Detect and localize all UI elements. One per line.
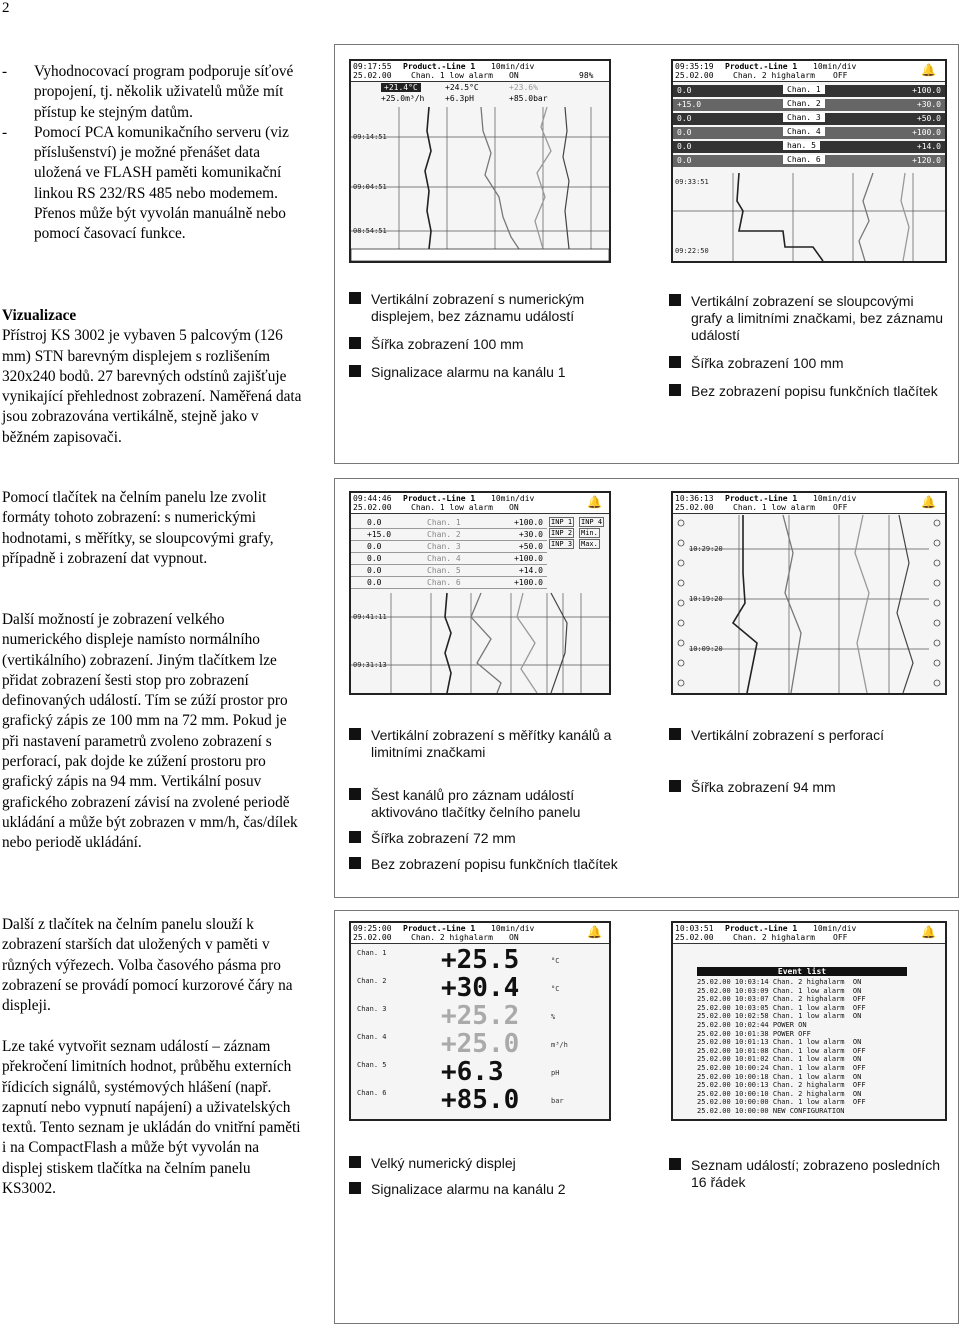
section-visualization (2, 306, 302, 448)
intro-bullets (2, 62, 302, 245)
channel-label: Chan. 3 (357, 1005, 387, 1013)
scale-max: +100.0 (514, 518, 543, 527)
recorder-traces (351, 493, 609, 693)
screen-status: Chan. 1 low alarm (411, 71, 493, 80)
bar-min: 0.0 (677, 156, 692, 165)
event-list-row: 25.02.00 10:00:13 Chan. 2 highalarm OFF (697, 1081, 866, 1090)
big-value: +25.5 (441, 945, 520, 975)
channel-label: Chan. 5 (357, 1061, 387, 1069)
event-list-row: 25.02.00 10:00:10 Chan. 2 highalarm ON (697, 1089, 862, 1098)
event-list-row: 25.02.00 10:03:05 Chan. 1 low alarm OFF (697, 1003, 866, 1012)
event-list-row: 25.02.00 10:00:00 NEW CONFIGURATION (697, 1107, 845, 1115)
bar-min: 0.0 (677, 128, 692, 137)
paragraph-event-list: Lze také vytvořit seznam událostí – záznam překročení limitních hodnot, průběhu externích řídicích signálů, systémových hlášení (např. zapnutí nebo vypnutí napájení) a uživatelských textů. Tento seznam je ukládán do vnitřní paměti i na CompactFlash a může být vyvolán na displej stiskem tlačítka na čelním panelu KS3002. (2, 1038, 301, 1198)
caption-screen-2: Vertikální zobrazení se sloupcovými grafy a limitními značkami, bez záznamu událostí Šířka zobrazení 100 mm Bez zobrazení popisu funkčních tlačítek (669, 293, 945, 400)
screen-perforation (671, 491, 947, 695)
event-list-row: 25.02.00 10:01:02 Chan. 1 low alarm ON (697, 1055, 862, 1064)
screen-state: OFF (833, 71, 848, 80)
value-chan-3: +23.6% (509, 83, 538, 92)
screen-status: Chan. 2 highalarm (411, 933, 493, 942)
figure-panel-row-3 (334, 910, 959, 1324)
scale-min: 0.0 (367, 578, 382, 587)
screen-state: ON (509, 503, 519, 512)
bar-channel: Chan. 3 (783, 113, 825, 122)
bell-icon: 🔔 (587, 925, 602, 939)
recorder-traces (351, 61, 609, 261)
scale-channel: Chan. 4 (427, 554, 461, 563)
screen-percent: 98% (579, 71, 594, 80)
event-list-row: 25.02.00 10:00:24 Chan. 1 low alarm OFF (697, 1064, 866, 1072)
screen-event-list (671, 921, 947, 1121)
paragraph-formats: Pomocí tlačítek na čelním panelu lze zvolit formáty tohoto zobrazení: s numerickými hodnotami, s měřítky, se sloupcovými grafy, případně i zobrazení dat vypnout. (2, 489, 274, 567)
event-list-row: 25.02.00 10:03:14 Chan. 2 highalarm ON (697, 978, 862, 986)
bar-min: +15.0 (677, 100, 702, 109)
scale-max: +50.0 (518, 542, 543, 551)
bar-min: 0.0 (677, 142, 692, 151)
screen-state: ON (509, 71, 519, 80)
scale-min: 0.0 (367, 542, 382, 551)
event-list-row: 25.02.00 10:03:07 Chan. 2 highalarm OFF (697, 995, 866, 1004)
screen-status: Chan. 2 highalarm (733, 933, 815, 942)
time-mark-1: 09:33:51 (675, 178, 709, 186)
event-track-label: INP 2 (551, 529, 573, 537)
bar-channel: Chan. 2 (783, 99, 825, 108)
time-mark-1: 09:41:11 (353, 613, 387, 621)
section-heading: Vizualizace (2, 307, 77, 324)
value-unit: % (551, 1013, 556, 1021)
channel-label: Chan. 4 (357, 1033, 387, 1041)
screen-state: OFF (833, 503, 848, 512)
screen-time: 09:35:19 (675, 62, 714, 71)
channel-label: Chan. 2 (357, 977, 387, 985)
screen-date: 25.02.00 (353, 71, 392, 80)
scale-channel: Chan. 1 (427, 518, 461, 527)
screen-numeric-vertical (349, 59, 611, 263)
screen-time: 10:36:13 (675, 494, 714, 503)
screen-date: 25.02.00 (675, 933, 714, 942)
scale-channel: Chan. 6 (427, 578, 461, 587)
value-unit: °C (551, 985, 560, 993)
channel-label: Chan. 1 (357, 949, 387, 957)
value-chan-2: +24.5°C (445, 83, 479, 92)
event-list-row: 25.02.00 10:02:44 POWER ON (697, 1021, 807, 1029)
event-track-label: INP 1 (551, 518, 573, 526)
value-chan-1: +21.4°C (381, 83, 421, 92)
value-unit: °C (551, 957, 560, 965)
big-value: +85.0 (441, 1085, 520, 1115)
screen-title: Product.-Line 1 (725, 62, 798, 71)
caption-screen-6: Seznam událostí; zobrazeno posledních 16 řádek (669, 1157, 945, 1191)
screen-status: Chan. 1 low alarm (733, 503, 815, 512)
time-mark-2: 09:22:50 (675, 247, 709, 255)
time-mark-2: 09:31:13 (353, 661, 387, 669)
caption-screen-1: Vertikální zobrazení s numerickým displejem, bez záznamu událostí Šířka zobrazení 100 mm Signalizace alarmu na kanálu 1 (349, 291, 629, 381)
event-list-row: 25.02.00 10:01:08 Chan. 1 low alarm OFF (697, 1046, 866, 1055)
figure-panel-row-1 (334, 44, 959, 464)
big-value-row (355, 947, 605, 973)
scale-min: 0.0 (367, 566, 382, 575)
paragraph-display: Přístroj KS 3002 je vybaven 5 palcovým (126 mm) STN barevným displejem s rozlišením 320x240 bodů. 27 barevných odstínů zajišťuje vynikající přehlednost zobrazení. Naměřená data jsou zobrazována vertikálně, stejně jako v běžném zapisovači. (2, 327, 302, 446)
bullet-pca-server: - Pomocí PCA komunikačního serveru (viz příslušenství) je možné přenášet data uložená ve FLASH paměti komunikační linkou RS 232/RS 485 nebo modemem. Přenos může být vyvolán manuálně nebo pomocí časovací funkce. (2, 123, 302, 245)
screen-rate: 10min/div (491, 62, 535, 71)
scale-min: 0.0 (367, 518, 382, 527)
big-value-row (355, 975, 605, 1001)
screen-date: 25.02.00 (675, 71, 714, 80)
screen-title: Product.-Line 1 (403, 62, 476, 71)
event-list-row: 25.02.00 10:02:58 Chan. 1 low alarm ON (697, 1012, 862, 1021)
event-track-label: INP 4 (581, 518, 603, 526)
bar-max: +100.0 (912, 86, 941, 95)
scale-max: +30.0 (518, 530, 543, 539)
bar-max: +30.0 (916, 100, 941, 109)
page-number: 2 (2, 0, 10, 16)
event-track-label: INP 3 (551, 540, 573, 548)
scale-channel: Chan. 2 (427, 530, 461, 539)
bar-channel: Chan. 6 (783, 155, 825, 164)
caption-screen-5: Velký numerický displej Signalizace alarmu na kanálu 2 (349, 1155, 629, 1198)
bell-icon: 🔔 (921, 925, 936, 939)
bell-icon: 🔔 (587, 495, 602, 509)
recorder-traces (673, 61, 945, 261)
scale-min: 0.0 (367, 554, 382, 563)
bar-min: 0.0 (677, 114, 692, 123)
value-chan-5: +6.3pH (445, 94, 474, 103)
big-value-row (355, 1031, 605, 1057)
bar-max: +100.0 (912, 128, 941, 137)
scale-min: +15.0 (367, 530, 392, 539)
event-list-title: Event list (697, 967, 907, 976)
value-unit: m³/h (551, 1041, 568, 1049)
screen-status: Chan. 1 low alarm (411, 503, 493, 512)
recorder-traces (673, 493, 945, 693)
figure-panel-row-2 (334, 478, 959, 898)
bullet-pca-server-text: Pomocí PCA komunikačního serveru (viz příslušenství) je možné přenášet data uložená ve FLASH paměti komunikační linkou RS 232/RS 485 nebo modemem. Přenos může být vyvolán manuálně nebo pomocí časovací funkce. (34, 123, 289, 243)
time-mark-1: 10:29:20 (689, 545, 723, 553)
paragraph-history: Další z tlačítek na čelním panelu slouží k zobrazení starších dat uložených v paměti v různých výřezech. Volba časového pásma pro zobrazení se provádí pomocí kurzorové čáry na displeji. (2, 916, 293, 1015)
screen-title: Product.-Line 1 (725, 924, 798, 933)
screen-time: 09:44:46 (353, 494, 392, 503)
caption-screen-4: Vertikální zobrazení s perforací Šířka zobrazení 94 mm (669, 727, 945, 796)
screen-rate: 10min/div (491, 924, 535, 933)
screen-date: 25.02.00 (675, 503, 714, 512)
big-value-row (355, 1003, 605, 1029)
screen-title: Product.-Line 1 (403, 494, 476, 503)
event-track-label: Max. (581, 540, 598, 548)
screen-rate: 10min/div (491, 494, 535, 503)
big-value: +6.3 (441, 1057, 504, 1087)
screen-status: Chan. 2 highalarm (733, 71, 815, 80)
screen-scales-events (349, 491, 611, 695)
value-unit: bar (551, 1097, 564, 1105)
screen-time: 09:25:00 (353, 924, 392, 933)
bell-icon: 🔔 (921, 63, 936, 77)
value-unit: pH (551, 1069, 560, 1077)
channel-label: Chan. 6 (357, 1089, 387, 1097)
time-mark-2: 10:19:20 (689, 595, 723, 603)
big-value: +25.2 (441, 1001, 520, 1031)
bar-min: 0.0 (677, 86, 692, 95)
scale-max: +100.0 (514, 578, 543, 587)
screen-bargraph-vertical (671, 59, 947, 263)
screen-rate: 10min/div (813, 924, 857, 933)
event-list-row: 25.02.00 10:01:38 POWER OFF (697, 1029, 811, 1038)
screen-rate: 10min/div (813, 494, 857, 503)
screen-title: Product.-Line 1 (403, 924, 476, 933)
time-mark-1: 09:14:51 (353, 133, 387, 141)
bar-max: +120.0 (912, 156, 941, 165)
bar-channel: Chan. 1 (783, 85, 825, 94)
screen-big-numeric (349, 921, 611, 1121)
screen-time: 10:03:51 (675, 924, 714, 933)
screen-state: ON (509, 933, 519, 942)
scale-max: +14.0 (518, 566, 543, 575)
big-value-row (355, 1059, 605, 1085)
big-value: +25.0 (441, 1029, 520, 1059)
bell-icon: 🔔 (921, 495, 936, 509)
time-mark-3: 10:09:20 (689, 645, 723, 653)
screen-date: 25.02.00 (353, 503, 392, 512)
bar-channel: han. 5 (783, 141, 820, 150)
value-chan-6: +85.0bar (509, 94, 548, 103)
bar-max: +14.0 (916, 142, 941, 151)
screen-rate: 10min/div (813, 62, 857, 71)
bullet-network: - Vyhodnocovací program podporuje síťové propojení, tj. několik uživatelů může mít přístup ke stejným datům. (2, 62, 302, 123)
time-mark-2: 09:04:51 (353, 183, 387, 191)
scale-max: +100.0 (514, 554, 543, 563)
screen-date: 25.02.00 (353, 933, 392, 942)
event-list-row: 25.02.00 10:00:18 Chan. 1 low alarm ON (697, 1072, 862, 1081)
screen-state: OFF (833, 933, 848, 942)
bullet-network-text: Vyhodnocovací program podporuje síťové propojení, tj. několik uživatelů může mít přístup ke stejným datům. (34, 63, 294, 121)
caption-screen-3: Vertikální zobrazení s měřítky kanálů a limitními značkami Šest kanálů pro záznam událostí aktivováno tlačítky čelního panelu Šířka zobrazení 72 mm Bez zobrazení popisu funkčních tlačítek (349, 727, 629, 873)
event-track-label: Min. (581, 529, 598, 537)
value-chan-4: +25.0m³/h (381, 94, 425, 103)
paragraph-numeric-display: Další možností je zobrazení velkého numerického displeje namísto normálního (vertikálního) zobrazení. Jiným tlačítkem lze přidat zobrazení šesti stop pro zobrazení definovaných událostí. Tím se zúží prostor pro grafický zápis ze 100 mm na 72 mm. Pokud je při nastavení parametrů zvoleno zobrazení s perforací, pak dojde ke zúžení prostoru pro grafický zápis na 94 mm. Vertikální posuv grafického zobrazení závisí na zvolené periodě ukládání a může být zobrazen v mm/h, čas/dílek nebo periodě ukládání. (2, 611, 298, 852)
time-mark-3: 08:54:51 (353, 227, 387, 235)
bar-channel: Chan. 4 (783, 127, 825, 136)
big-value: +30.4 (441, 973, 520, 1003)
bar-max: +50.0 (916, 114, 941, 123)
screen-time: 09:17:55 (353, 62, 392, 71)
event-list-row: 25.02.00 10:03:09 Chan. 1 low alarm ON (697, 986, 862, 995)
scale-channel: Chan. 3 (427, 542, 461, 551)
screen-title: Product.-Line 1 (725, 494, 798, 503)
event-list-row: 25.02.00 10:01:13 Chan. 1 low alarm ON (697, 1038, 862, 1047)
event-list-row: 25.02.00 10:00:00 Chan. 1 low alarm OFF (697, 1098, 866, 1107)
big-value-row (355, 1087, 605, 1113)
scale-channel: Chan. 5 (427, 566, 461, 575)
